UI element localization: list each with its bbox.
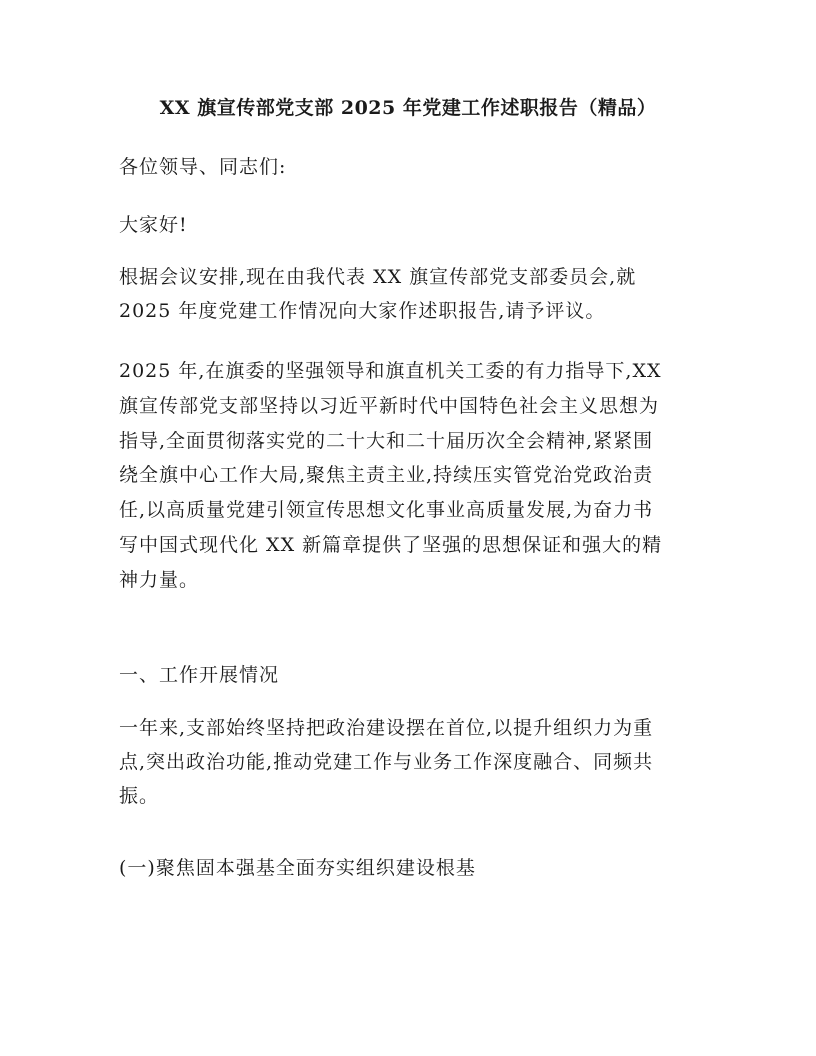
year-overview-paragraph xyxy=(119,713,699,815)
year-line: 一年来,支部始终坚持把政治建设摆在首位,以提升组织力为重 xyxy=(119,717,654,739)
document-title: XX 旗宣传部党支部 2025 年党建工作述职报告（精品） xyxy=(159,97,657,119)
summary-line: 绕全旗中心工作大局,聚焦主责主业,持续压实管党治党政治责 xyxy=(119,464,654,487)
intro-paragraph xyxy=(119,262,699,330)
hello-paragraph: 大家好! xyxy=(119,214,188,236)
section-heading-1: 一、工作开展情况 xyxy=(119,664,280,686)
summary-line: 任,以高质量党建引领宣传思想文化事业高质量发展,为奋力书 xyxy=(119,499,654,522)
summary-line: 指导,全面贯彻落实党的二十大和二十届历次全会精神,紧紧围 xyxy=(119,429,654,452)
year-line: 振。 xyxy=(119,785,160,807)
summary-line: 神力量。 xyxy=(119,568,200,591)
summary-paragraph xyxy=(119,356,699,600)
intro-line: 根据会议安排,现在由我代表 XX 旗宣传部党支部委员会,就 xyxy=(119,266,637,288)
year-line: 点,突出政治功能,推动党建工作与业务工作深度融合、同频共 xyxy=(119,751,654,773)
intro-line: 2025 年度党建工作情况向大家作述职报告,请予评议。 xyxy=(119,300,606,322)
subsection-heading-1: (一)聚焦固本强基全面夯实组织建设根基 xyxy=(119,857,476,879)
greeting-paragraph: 各位领导、同志们: xyxy=(119,156,287,178)
summary-line: 2025 年,在旗委的坚强领导和旗直机关工委的有力指导下,XX xyxy=(119,360,662,382)
summary-line: 旗宣传部党支部坚持以习近平新时代中国特色社会主义思想为 xyxy=(119,394,660,417)
summary-line: 写中国式现代化 XX 新篇章提供了坚强的思想保证和强大的精 xyxy=(119,533,663,556)
